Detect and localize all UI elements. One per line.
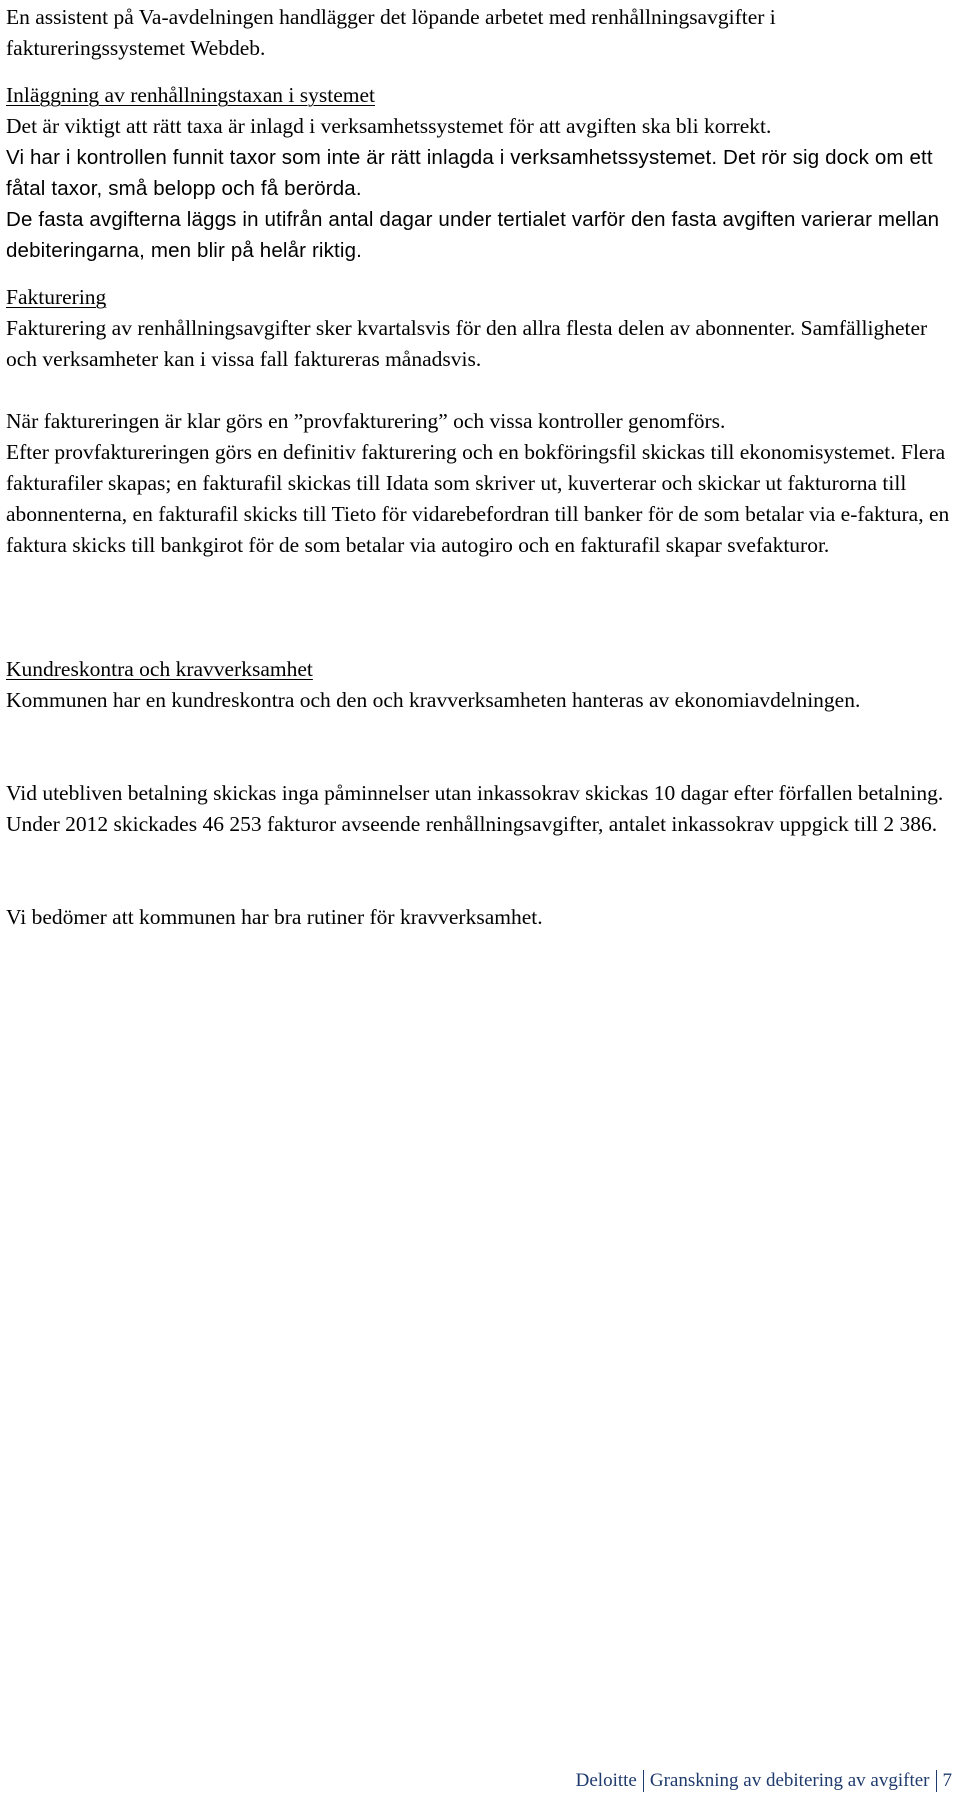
- footer-company: Deloitte: [575, 1770, 637, 1791]
- page-footer: [0, 1770, 960, 1800]
- footer-content: [576, 1770, 954, 1792]
- section-heading-kundreskontra: Kundreskontra och kravverksamhet: [6, 657, 313, 681]
- taxa-paragraph-1: Det är viktigt att rätt taxa är inlagd i verksamhetssystemet för att avgiften ska bli korrekt.: [6, 114, 772, 138]
- footer-page-number: 7: [942, 1770, 952, 1791]
- intro-paragraph: En assistent på Va-avdelningen handlägger det löpande arbetet med renhållningsavgifter i faktureringssystemet Webdeb.: [6, 5, 776, 60]
- fakturering-paragraph-1: Fakturering av renhållningsavgifter sker kvartalsvis för den allra flesta delen av abonnenter. Samfälligheter och verksamheter kan i vissa fall faktureras månadsvis.: [6, 316, 928, 371]
- footer-document-title: Granskning av debitering av avgifter: [649, 1770, 930, 1791]
- fakturering-paragraph-2: När faktureringen är klar görs en ”provfakturering” och vissa kontroller genomförs.: [6, 409, 726, 433]
- kundreskontra-paragraph-1: Kommunen har en kundreskontra och den och kravverksamheten hanteras av ekonomiavdelningen.: [6, 688, 861, 712]
- section-heading-taxa: Inläggning av renhållningstaxan i systemet: [6, 83, 375, 107]
- kundreskontra-paragraph-2: Vid utebliven betalning skickas inga påminnelser utan inkassokrav skickas 10 dagar efter förfallen betalning. Under 2012 skickades 46 253 fakturor avseende renhållningsavgifter, antalet inkassokrav uppgick till 2 386.: [6, 781, 944, 836]
- taxa-paragraph-2: Vi har i kontrollen funnit taxor som inte är rätt inlagda i verksamhetssystemet. Det rör sig dock om ett fåtal taxor, små belopp och få berörda.: [6, 146, 933, 200]
- section-heading-fakturering: Fakturering: [6, 285, 107, 309]
- kundreskontra-paragraph-3: Vi bedömer att kommunen har bra rutiner för kravverksamhet.: [6, 905, 543, 929]
- footer-divider: [643, 1770, 644, 1792]
- fakturering-paragraph-3: Efter provfaktureringen görs en definitiv fakturering och en bokföringsfil skickas till ekonomisystemet. Flera fakturafiler skapas; en fakturafil skickas till Idata som skriver ut, kuverterar och skickar ut fakturorna till abonnenterna, en fakturafil skicks till Tieto för vidarebefordran till banker för de som betalar via e-faktura, en faktura skicks till bankgirot för de som betalar via autogiro och en fakturafil skapar svefakturor.: [6, 440, 950, 557]
- taxa-paragraph-3: De fasta avgifterna läggs in utifrån antal dagar under tertialet varför den fasta avgiften varierar mellan debiteringarna, men blir på helår riktig.: [6, 208, 940, 262]
- footer-divider: [936, 1770, 937, 1792]
